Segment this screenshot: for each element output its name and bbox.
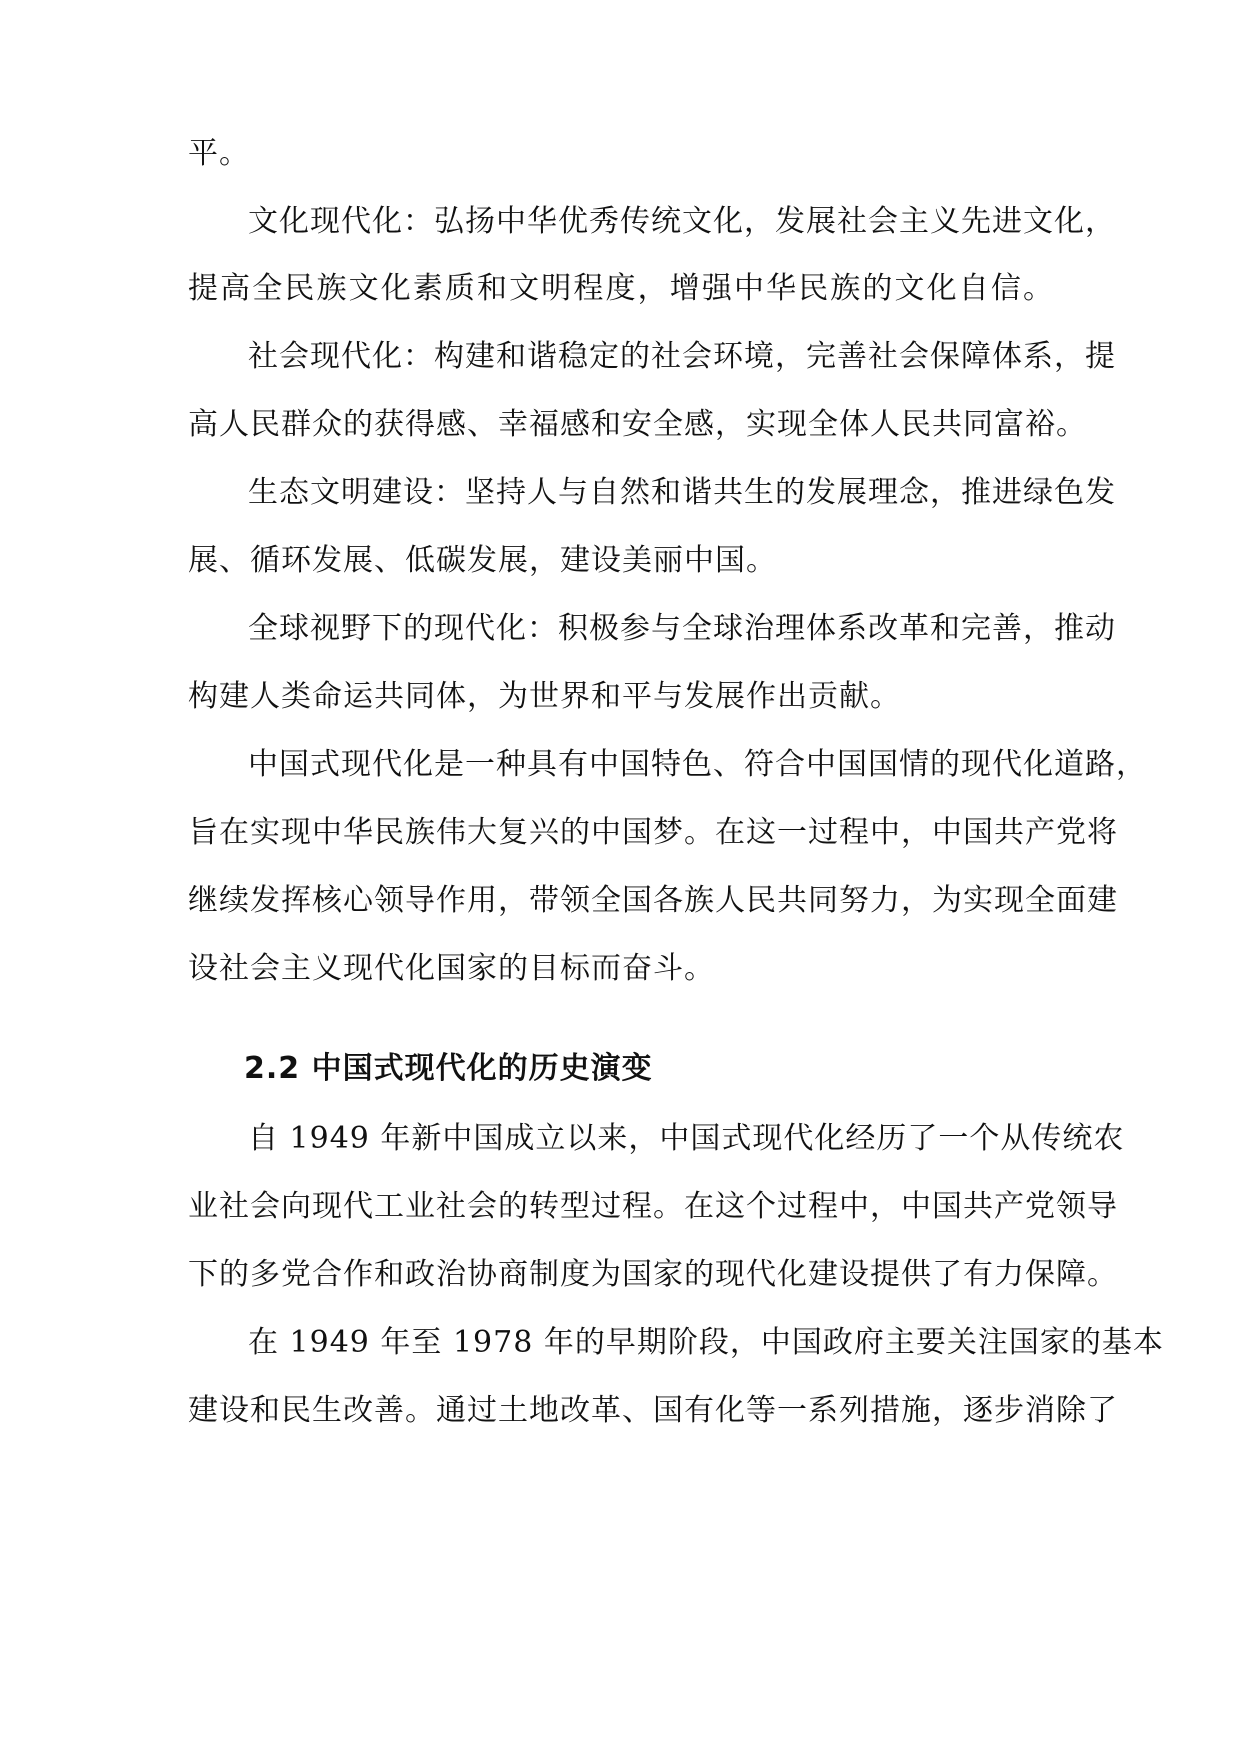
paragraph-history-line-1: 自 1949 年新中国成立以来，中国式现代化经历了一个从传统农 [248, 1121, 1125, 1156]
paragraph-early-stage-line-2: 建设和民生改善。通过土地改革、国有化等一系列措施，逐步消除了 [188, 1393, 1118, 1428]
paragraph-cultural-modernization-line-2: 提高全民族文化素质和文明程度，增强中华民族的文化自信。 [188, 271, 1054, 306]
paragraph-early-stage-line-1: 在 1949 年至 1978 年的早期阶段，中国政府主要关注国家的基本 [248, 1325, 1164, 1360]
paragraph-continuation-line: 平。 [188, 136, 250, 171]
paragraph-summary-line-4: 设社会主义现代化国家的目标而奋斗。 [188, 951, 715, 986]
paragraph-history-line-3: 下的多党合作和政治协商制度为国家的现代化建设提供了有力保障。 [188, 1257, 1118, 1292]
paragraph-history-line-2: 业社会向现代工业社会的转型过程。在这个过程中，中国共产党领导 [188, 1189, 1118, 1224]
paragraph-ecological-civilization-line-1: 生态文明建设：坚持人与自然和谐共生的发展理念，推进绿色发 [248, 475, 1116, 510]
paragraph-ecological-civilization-line-2: 展、循环发展、低碳发展，建设美丽中国。 [188, 543, 777, 578]
paragraph-summary-line-3: 继续发挥核心领导作用，带领全国各族人民共同努力，为实现全面建 [188, 883, 1118, 918]
paragraph-summary-line-2: 旨在实现中华民族伟大复兴的中国梦。在这一过程中，中国共产党将 [188, 815, 1118, 850]
section-heading: 2.2 中国式现代化的历史演变 [244, 1051, 653, 1086]
paragraph-social-modernization-line-2: 高人民群众的获得感、幸福感和安全感，实现全体人民共同富裕。 [188, 407, 1087, 442]
paragraph-summary-line-1: 中国式现代化是一种具有中国特色、符合中国国情的现代化道路， [248, 747, 1147, 782]
paragraph-global-modernization-line-2: 构建人类命运共同体，为世界和平与发展作出贡献。 [188, 679, 901, 714]
paragraph-global-modernization-line-1: 全球视野下的现代化：积极参与全球治理体系改革和完善，推动 [248, 611, 1116, 646]
paragraph-social-modernization-line-1: 社会现代化：构建和谐稳定的社会环境，完善社会保障体系，提 [248, 339, 1116, 374]
paragraph-cultural-modernization-line-1: 文化现代化：弘扬中华优秀传统文化，发展社会主义先进文化， [248, 204, 1116, 239]
